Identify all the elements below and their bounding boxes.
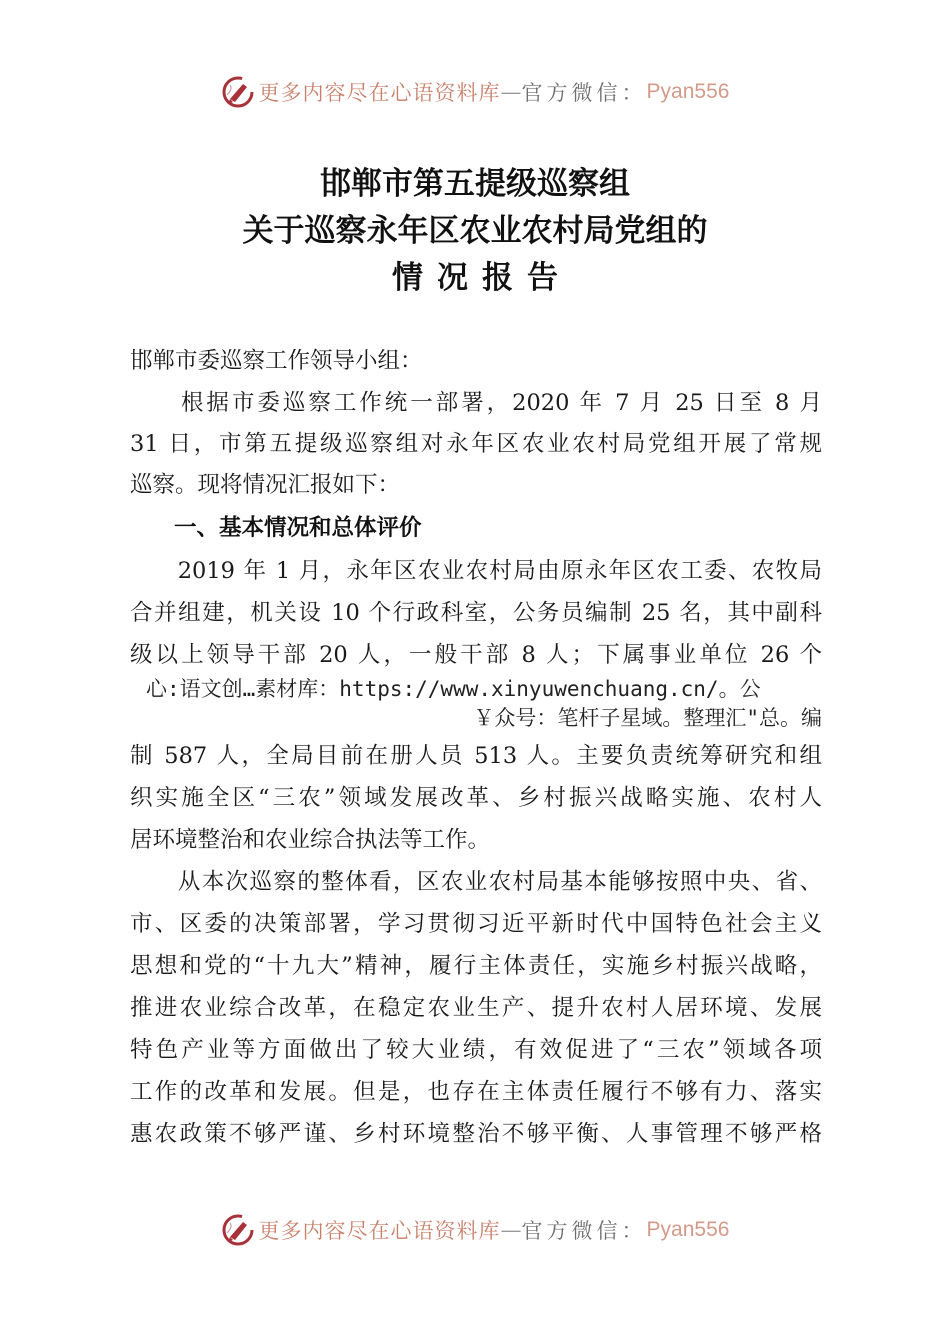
section-heading: 一、基本情况和总体评价 [174,515,422,541]
banner-dash: — [500,80,522,104]
section-p3-line-3: 思想和党的“十九大”精神，履行主体责任，实施乡村振兴战略， [130,953,822,979]
document-title-line-2: 关于巡察永年区农业农村局党组的 [242,213,708,249]
section-p3-line-6: 工作的改革和发展。但是，也存在主体责任履行不够有力、落实 [130,1079,822,1105]
inline-watermark-line-2: ￥众号：笔杆子星域。整理汇"总。编 [473,706,822,730]
quill-pen-logo-icon [221,1213,255,1247]
section-p3-line-2: 市、区委的决策部署，学习贯彻习近平新时代中国特色社会主义 [130,911,822,937]
banner-wechat-id: Pyan556 [646,80,730,103]
salutation: 邯郸市委巡察工作领导小组： [130,348,423,374]
section-p2-line-1: 制 587 人，全局目前在册人员 513 人。主要负责统筹研究和组 [130,743,822,769]
banner-wechat-label: 官方微信： [521,1219,647,1243]
section-p3-line-1: 从本次巡察的整体看，区农业农村局基本能够按照中央、省、 [130,869,822,895]
intro-line-3: 巡察。现将情况汇报如下： [130,472,401,498]
section-p3-line-4: 推进农业综合改革，在稳定农业生产、提升农村人居环境、发展 [130,995,822,1021]
document-title-line-1: 邯郸市第五提级巡察组 [320,166,630,202]
bottom-watermark-banner [0,1210,950,1250]
document-title-line-3: 情况报告 [392,260,572,296]
section-p1-line-3: 级以上领导干部 20 人，一般干部 8 人；下属事业单位 26 个 [130,642,822,668]
section-p3-line-7: 惠农政策不够严谨、乡村环境整治不够平衡、人事管理不够严格 [130,1121,822,1147]
banner-dash: — [500,1218,522,1242]
banner-wechat-label: 官方微信： [521,81,647,105]
banner-wechat-id: Pyan556 [646,1218,730,1241]
quill-pen-logo-icon [221,75,255,109]
section-p1-line-1: 2019 年 1 月，永年区农业农村局由原永年区农工委、农牧局 [130,558,822,584]
banner-library-text: 更多内容尽在心语资料库 [258,1219,501,1243]
section-p3-line-5: 特色产业等方面做出了较大业绩，有效促进了“三农”领域各项 [130,1037,822,1063]
banner-library-text: 更多内容尽在心语资料库 [258,81,501,105]
intro-line-2: 31 日，市第五提级巡察组对永年区农业农村局党组开展了常规 [130,431,822,457]
intro-line-1: 根据市委巡察工作统一部署，2020 年 7 月 25 日至 8 月 [130,390,822,416]
section-p2-line-2: 织实施全区“三农”领域发展改革、乡村振兴战略实施、农村人 [130,785,822,811]
inline-watermark-line-1: 心:语文创…素材库：https://www.xinyuwenchuang.cn/。公 [146,677,761,701]
top-watermark-banner [0,72,950,112]
section-p2-line-3: 居环境整治和农业综合执法等工作。 [130,827,491,853]
section-p1-line-2: 合并组建，机关设 10 个行政科室，公务员编制 25 名，其中副科 [130,600,822,626]
